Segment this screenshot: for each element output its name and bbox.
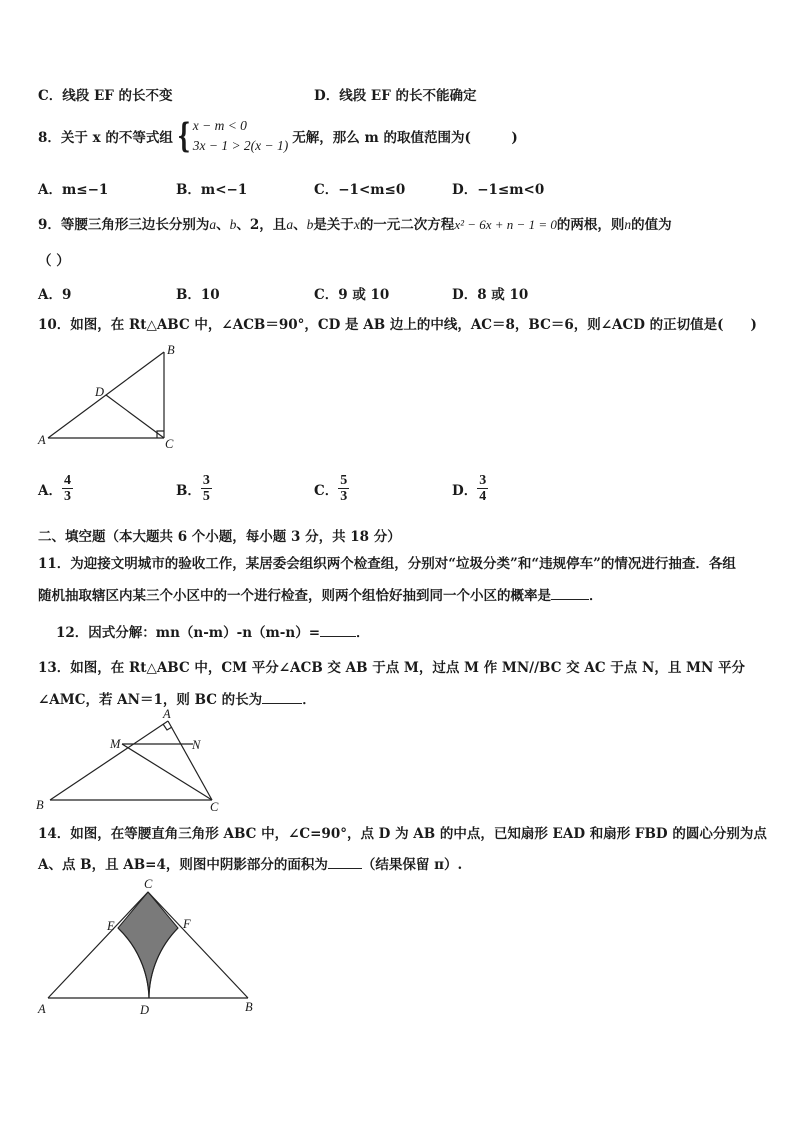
q9-var-a: a <box>286 217 294 232</box>
q8-suffix: 无解，那么 m 的取值范围为( ) <box>292 130 518 146</box>
q13-line-2 <box>38 688 316 708</box>
option-label: B． <box>176 482 201 499</box>
q10-option-b <box>176 473 212 504</box>
q14-line-2 <box>38 853 462 873</box>
q14-figure <box>30 878 270 1020</box>
segment-ab <box>50 721 168 800</box>
label-c: C <box>210 800 219 814</box>
option-label: A． <box>38 482 62 499</box>
q14-end: （结果保留 π）. <box>361 857 463 873</box>
q9-text: 9．等腰三角形三边长分别为 <box>38 217 210 233</box>
q9-text: 的值为 <box>631 217 672 233</box>
label-a: A <box>38 433 46 447</box>
segment-ac <box>168 721 212 800</box>
option-label: D． <box>452 482 478 499</box>
brace-icon: { <box>177 116 191 156</box>
label-d: D <box>140 1003 150 1017</box>
q13-end: ． <box>302 692 316 708</box>
label-e: E <box>107 919 115 933</box>
denominator: 3 <box>63 489 71 504</box>
q8-inequality-2: 3x − 1 > 2(x − 1) <box>192 138 289 153</box>
q8-option-a: A．m≤−1 <box>38 182 109 198</box>
q9-var-a: a <box>209 217 217 232</box>
q7-option-c: C．线段 EF 的长不变 <box>38 88 173 104</box>
q10-option-a <box>38 473 73 504</box>
q9-stem <box>38 213 672 233</box>
numerator: 5 <box>340 473 348 488</box>
q9-sep: 、 <box>293 217 307 233</box>
q14-text: A、点 B，且 AB=4，则图中阴影部分的面积为 <box>38 857 328 873</box>
q8-option-d: D．−1≤m<0 <box>452 182 545 198</box>
q9-option-c: C．9 或 10 <box>314 287 390 303</box>
label-b: B <box>245 1000 253 1014</box>
q11-text: 随机抽取辖区内某三个小区中的一个进行检查，则两个组恰好抽到同一个小区的概率是 <box>38 588 551 604</box>
q10-stem: 10．如图，在 Rt△ABC 中，∠ACB＝90°，CD 是 AB 边上的中线，AC＝8，BC＝6，则∠ACD 的正切值是( ) <box>38 317 757 333</box>
answer-blank <box>328 856 362 869</box>
label-c: C <box>144 878 153 891</box>
q9-var-x: x <box>353 217 360 232</box>
denominator: 5 <box>202 489 210 504</box>
q9-var-b: b <box>306 217 314 232</box>
label-c: C <box>165 437 174 451</box>
q9-option-a: A．9 <box>38 287 72 303</box>
label-f: F <box>183 917 191 931</box>
q9-text: 、2，且 <box>236 217 287 233</box>
q8-inequality-1: x − m < 0 <box>192 118 247 133</box>
q12-stem <box>56 621 370 641</box>
q8-option-b: B．m<−1 <box>176 182 248 198</box>
q9-text: 是关于 <box>313 217 354 233</box>
q9-option-b: B．10 <box>176 287 220 303</box>
label-a: A <box>163 708 171 721</box>
q9-var-n: n <box>624 217 632 232</box>
numerator: 3 <box>479 473 487 488</box>
label-b: B <box>167 343 175 357</box>
q8-prefix: 8．关于 x 的不等式组 <box>38 130 173 146</box>
q8-option-c: C．−1<m≤0 <box>314 182 406 198</box>
q9-sep: 、 <box>216 217 230 233</box>
denominator: 4 <box>479 489 487 504</box>
q9-text: 的一元二次方程 <box>359 217 455 233</box>
denominator: 3 <box>340 489 348 504</box>
q11-end: ． <box>589 588 603 604</box>
section-heading: 二、填空题（本大题共 6 个小题，每小题 3 分，共 18 分） <box>38 529 401 545</box>
q9-answer-paren: （ ） <box>38 253 70 269</box>
label-m: M <box>110 737 121 751</box>
q13-figure <box>30 708 230 814</box>
q8-stem <box>38 116 518 156</box>
fraction <box>338 473 349 504</box>
segment-cd <box>106 395 164 438</box>
q10-option-c <box>314 473 349 504</box>
label-a: A <box>38 1002 46 1016</box>
q10-figure <box>30 340 190 452</box>
label-n: N <box>192 738 201 752</box>
segment-cm <box>122 744 212 800</box>
answer-blank <box>551 587 589 600</box>
option-label: C． <box>314 482 339 499</box>
q9-option-d: D．8 或 10 <box>452 287 529 303</box>
q13-line-1: 13．如图，在 Rt△ABC 中，CM 平分∠ACB 交 AB 于点 M，过点 M 作 MN//BC 交 AC 于点 N，且 MN 平分 <box>38 660 745 676</box>
q10-option-d <box>452 473 488 504</box>
q11-line-1: 11．为迎接文明城市的验收工作，某居委会组织两个检查组，分别对“垃圾分类”和“违规停车”的情况进行抽查．各组 <box>38 556 736 572</box>
q9-var-b: b <box>229 217 237 232</box>
label-d: D <box>95 385 105 399</box>
q12-text: 12．因式分解：mn（n-m）-n（m-n）= <box>56 625 321 641</box>
numerator: 3 <box>202 473 210 488</box>
answer-blank <box>320 624 356 637</box>
fraction <box>477 473 488 504</box>
q8-inequality-system <box>173 116 288 156</box>
q9-equation: x² − 6x + n − 1 = 0 <box>454 217 557 232</box>
q13-text: ∠AMC，若 AN＝1，则 BC 的长为 <box>38 692 263 708</box>
q7-option-d: D．线段 EF 的长不能确定 <box>314 88 477 104</box>
label-b: B <box>36 798 44 812</box>
q9-text: 的两根，则 <box>556 217 625 233</box>
q12-end: ． <box>356 625 370 641</box>
fraction <box>201 473 212 504</box>
q11-line-2 <box>38 584 603 604</box>
numerator: 4 <box>63 473 71 488</box>
shaded-region <box>118 892 178 998</box>
fraction <box>62 473 73 504</box>
q14-line-1: 14．如图，在等腰直角三角形 ABC 中，∠C=90°，点 D 为 AB 的中点，已知扇形 EAD 和扇形 FBD 的圆心分别为点 <box>38 826 767 842</box>
answer-blank <box>262 691 302 704</box>
